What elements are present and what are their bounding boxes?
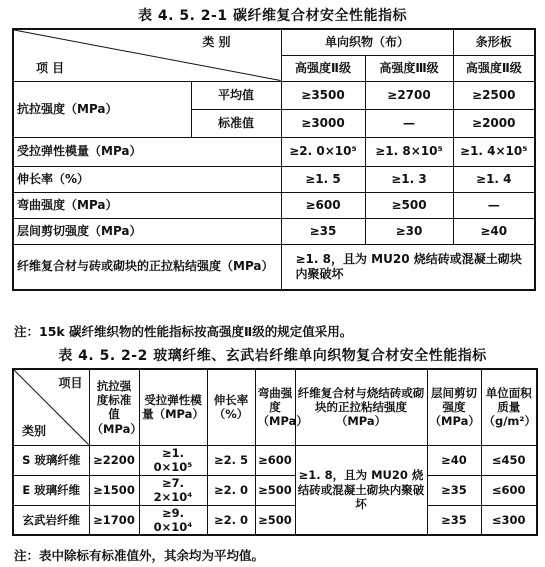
tensile-avg-value: ≥2700 bbox=[365, 81, 453, 109]
modulus-value: ≥1. 4×10⁵ bbox=[453, 137, 535, 166]
table2-title: 表 4. 5. 2-2 玻璃纤维、玄武岩纤维单向织物复合材安全性能指标 bbox=[58, 348, 487, 364]
flexural-value: — bbox=[453, 192, 535, 218]
bond-header: 纤维复合材与烧结砖或砌块的正拉粘结强度（MPa） bbox=[295, 369, 427, 445]
tensile-std-value: — bbox=[365, 109, 453, 137]
bond-label: 纤维复合材与砖或砌块的正拉粘结强度（MPa） bbox=[13, 244, 281, 290]
elongation-value: ≥2. 5 bbox=[207, 445, 255, 475]
tensile-value: ≥2200 bbox=[89, 445, 139, 475]
carbon-fiber-table bbox=[12, 28, 536, 291]
mass-value: ≤300 bbox=[481, 505, 537, 535]
grade2-header: 高强度Ⅱ级 bbox=[281, 55, 365, 81]
fiber-name: S 玻璃纤维 bbox=[13, 445, 89, 475]
elongation-value: ≥2. 0 bbox=[207, 505, 255, 535]
strip-header: 条形板 bbox=[453, 29, 535, 55]
flexural-value: ≥600 bbox=[281, 192, 365, 218]
tensile-std-value: ≥2000 bbox=[453, 109, 535, 137]
flexural-value: ≥500 bbox=[255, 475, 295, 505]
tensile-avg-value: ≥3500 bbox=[281, 81, 365, 109]
shear-value: ≥40 bbox=[453, 218, 535, 244]
elongation-header: 伸长率（%） bbox=[207, 369, 255, 445]
modulus-value: ≥1. 0×10⁵ bbox=[139, 445, 207, 475]
shear-value: ≥40 bbox=[427, 445, 481, 475]
shear-label: 层间剪切强度（MPa） bbox=[13, 218, 281, 244]
bond-value: ≥1. 8，且为 MU20 烧结砖或混凝土砌块内聚破坏 bbox=[281, 244, 535, 290]
tensile-std-label: 标准值 bbox=[191, 109, 281, 137]
shear-value: ≥35 bbox=[281, 218, 365, 244]
fiber-name: E 玻璃纤维 bbox=[13, 475, 89, 505]
table1-category-header: 类 别 bbox=[202, 35, 231, 49]
tensile-avg-value: ≥2500 bbox=[453, 81, 535, 109]
tensile-avg-label: 平均值 bbox=[191, 81, 281, 109]
modulus-value: ≥1. 8×10⁵ bbox=[365, 137, 453, 166]
bond-value: ≥1. 8，且为 MU20 烧结砖或混凝土砌块内聚破坏 bbox=[295, 445, 427, 535]
modulus-value: ≥9. 0×10⁴ bbox=[139, 505, 207, 535]
mass-value: ≤450 bbox=[481, 445, 537, 475]
table-row bbox=[13, 505, 537, 535]
tensile-std-header: 抗拉强度标准值（MPa） bbox=[89, 369, 139, 445]
unidirectional-header: 单向织物（布） bbox=[281, 29, 453, 55]
table2-note: 注：表中除标有标准值外，其余均为平均值。 bbox=[14, 548, 265, 563]
modulus-value: ≥2. 0×10⁵ bbox=[281, 137, 365, 166]
table1-title: 表 4. 5. 2-1 碳纤维复合材安全性能指标 bbox=[138, 8, 407, 24]
shear-value: ≥35 bbox=[427, 475, 481, 505]
table-row bbox=[13, 445, 537, 475]
flexural-value: ≥600 bbox=[255, 445, 295, 475]
table1-note: 注：15k 碳纤维织物的性能指标按高强度Ⅱ级的规定值采用。 bbox=[14, 324, 353, 339]
fiber-name: 玄武岩纤维 bbox=[13, 505, 89, 535]
elongation-value: ≥1. 4 bbox=[453, 166, 535, 192]
table2-category-header: 类别 bbox=[22, 423, 47, 438]
flexural-header: 弯曲强度（MPa） bbox=[255, 369, 295, 445]
tensile-std-value: ≥3000 bbox=[281, 109, 365, 137]
glass-basalt-fiber-table bbox=[12, 368, 538, 536]
table-row bbox=[13, 475, 537, 505]
shear-value: ≥30 bbox=[365, 218, 453, 244]
flexural-label: 弯曲强度（MPa） bbox=[13, 192, 281, 218]
mass-value: ≤600 bbox=[481, 475, 537, 505]
table2-corner-header bbox=[13, 369, 89, 445]
shear-value: ≥35 bbox=[427, 505, 481, 535]
elongation-value: ≥2. 0 bbox=[207, 475, 255, 505]
flexural-value: ≥500 bbox=[365, 192, 453, 218]
tensile-label: 抗拉强度（MPa） bbox=[13, 81, 191, 137]
grade2-strip-header: 高强度Ⅱ级 bbox=[453, 55, 535, 81]
elongation-label: 伸长率（%） bbox=[13, 166, 281, 192]
tensile-value: ≥1700 bbox=[89, 505, 139, 535]
grade3-header: 高强度Ⅲ级 bbox=[365, 55, 453, 81]
table2-item-header: 项目 bbox=[58, 376, 83, 390]
mass-header: 单位面积质量（g/m²） bbox=[481, 369, 537, 445]
table1-corner-header bbox=[13, 29, 281, 81]
modulus-header: 受拉弹性模量（MPa） bbox=[139, 369, 207, 445]
shear-header: 层间剪切强度（MPa） bbox=[427, 369, 481, 445]
elongation-value: ≥1. 5 bbox=[281, 166, 365, 192]
table1-item-header: 项 目 bbox=[36, 60, 65, 75]
modulus-label: 受拉弹性模量（MPa） bbox=[13, 137, 281, 166]
elongation-value: ≥1. 3 bbox=[365, 166, 453, 192]
modulus-value: ≥7. 2×10⁴ bbox=[139, 475, 207, 505]
flexural-value: ≥500 bbox=[255, 505, 295, 535]
tensile-value: ≥1500 bbox=[89, 475, 139, 505]
